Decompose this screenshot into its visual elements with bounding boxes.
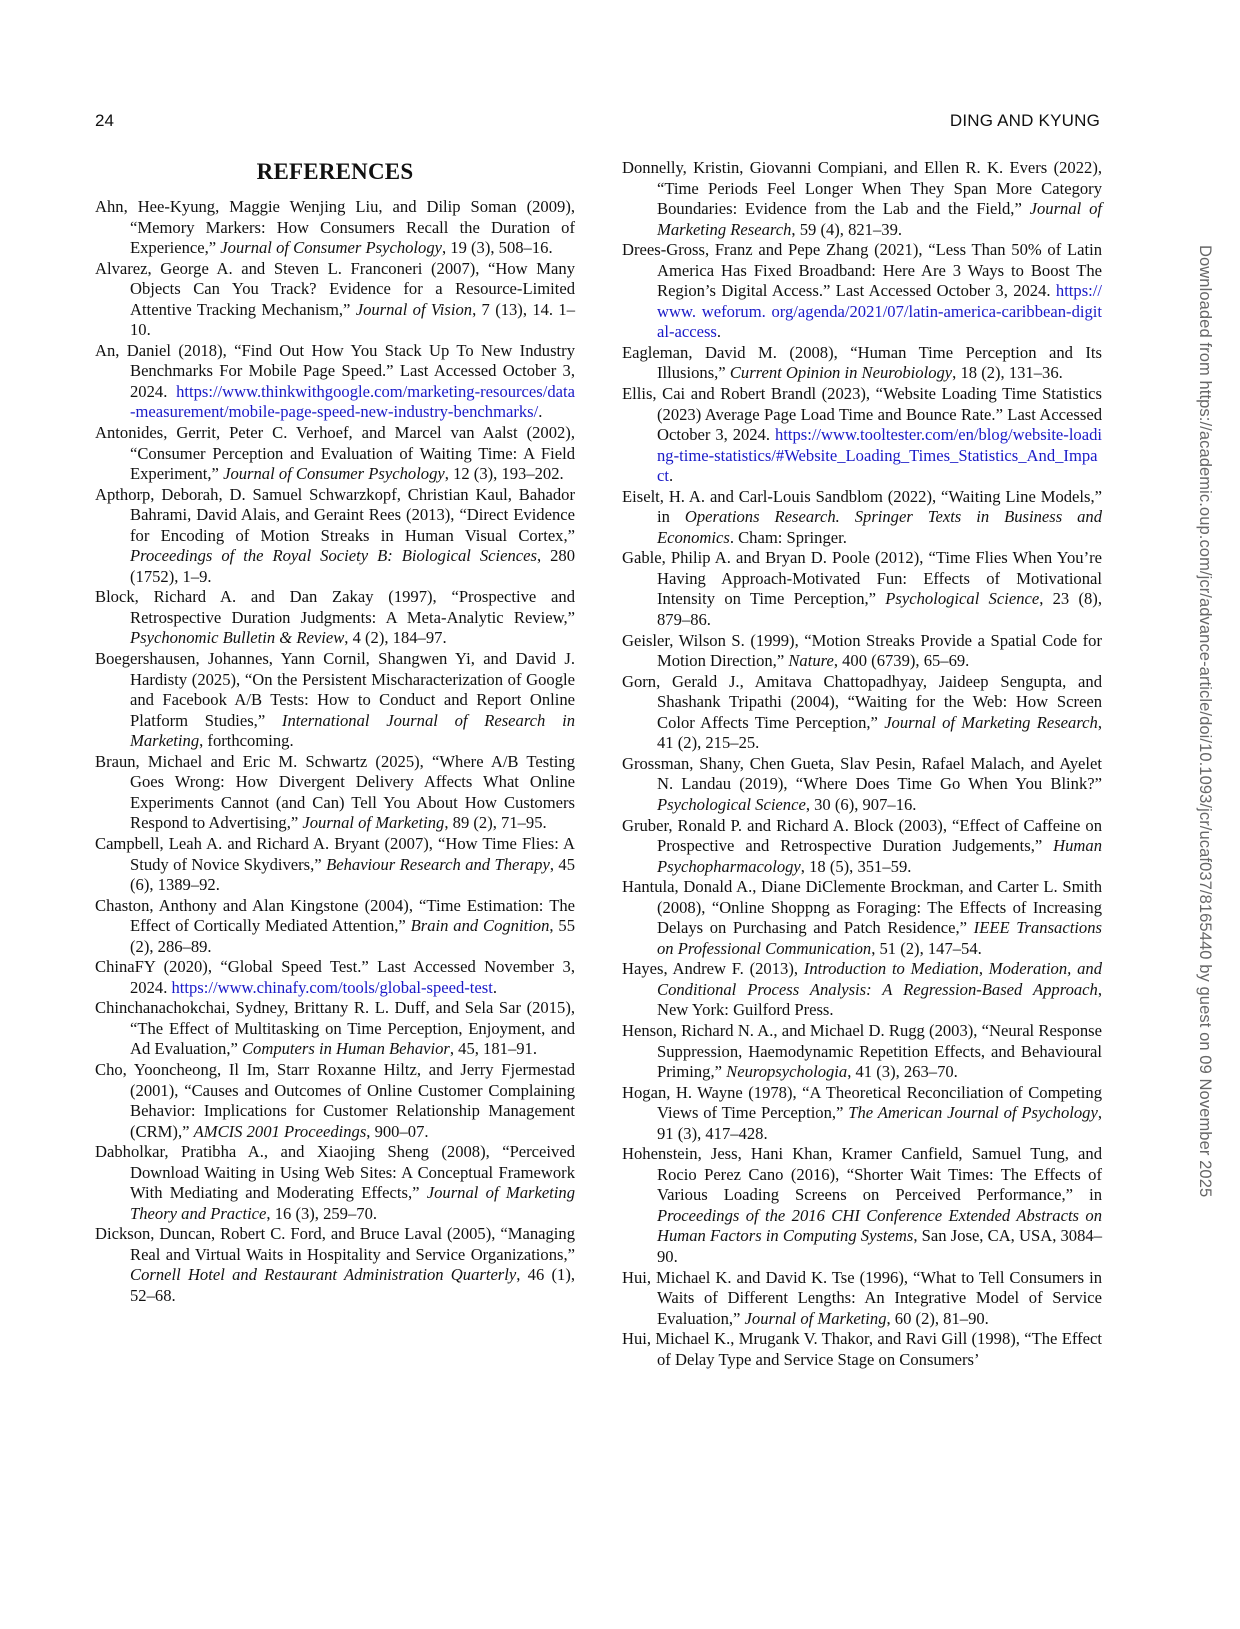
- reference-text: Antonides, Gerrit, Peter C. Verhoef, and Marcel van Aalst (2002), “Consumer Perception and Evaluation of Waiting Time: A Field Experiment,”: [95, 423, 575, 484]
- reference-entry: [622, 672, 1102, 754]
- reference-details: , 46 (1), 52–68.: [130, 1265, 575, 1305]
- reference-text: Hantula, Donald A., Diane DiClemente Brockman, and Carter L. Smith (2008), “Online Shoppng as Foraging: The Effects of Increasing Delays on Purchasing and Patch Residence,”: [622, 877, 1102, 938]
- reference-details: . Cham: Springer.: [729, 527, 847, 547]
- references-left-column: [95, 160, 575, 1307]
- reference-entry: [95, 834, 575, 896]
- reference-entry: [95, 587, 575, 649]
- reference-details: , 41 (3), 263–70.: [847, 1062, 958, 1082]
- reference-source-title: Brain and Cognition: [410, 916, 550, 936]
- reference-source-title: Psychonomic Bulletin & Review: [130, 628, 345, 648]
- reference-text: Hayes, Andrew F. (2013),: [622, 959, 804, 979]
- reference-details: , 280 (1752), 1–9.: [130, 546, 575, 586]
- reference-details: , 89 (2), 71–95.: [444, 813, 547, 833]
- page-number: 24: [95, 111, 114, 130]
- reference-list-left: [95, 197, 575, 1307]
- reference-entry: [95, 1060, 575, 1142]
- reference-entry: [622, 240, 1102, 343]
- reference-entry: [95, 341, 575, 423]
- reference-text: Dickson, Duncan, Robert C. Ford, and Bruce Laval (2005), “Managing Real and Virtual Waits in Hospitality and Service Organizations,”: [95, 1224, 575, 1264]
- reference-url-link[interactable]: https://www. weforum. org/agenda/2021/07/latin-america-caribbean-digital-access: [657, 281, 1102, 342]
- reference-details: , New York: Guilford Press.: [657, 979, 1102, 1020]
- reference-source-title: International Journal of Research in Marketing: [130, 710, 575, 751]
- reference-source-title: Nature: [788, 651, 834, 671]
- reference-entry: [95, 752, 575, 834]
- reference-entry: [622, 548, 1102, 630]
- reference-text: An, Daniel (2018), “Find Out How You Stack Up To New Industry Benchmarks For Mobile Page Speed.” Last Accessed October 3, 2024.: [95, 340, 575, 401]
- reference-entry: [95, 197, 575, 259]
- reference-details: .: [538, 402, 543, 422]
- reference-source-title: Journal of Marketing Research: [884, 712, 1098, 732]
- reference-text: Grossman, Shany, Chen Gueta, Slav Pesin, Rafael Malach, and Ayelet N. Landau (2019), “Where Does Time Go When You Blink?”: [622, 753, 1102, 794]
- reference-details: , 400 (6739), 65–69.: [833, 651, 970, 671]
- reference-source-title: IEEE Transactions on Professional Communication: [657, 918, 1102, 958]
- reference-details: , 91 (3), 417–428.: [657, 1103, 1102, 1143]
- reference-details: , 41 (2), 215–25.: [657, 712, 1102, 753]
- reference-text: Eiselt, H. A. and Carl-Louis Sandblom (2022), “Waiting Line Models,” in: [622, 486, 1102, 527]
- reference-details: , 60 (2), 81–90.: [886, 1308, 989, 1328]
- reference-text: Cho, Yooncheong, Il Im, Starr Roxanne Hiltz, and Jerry Fjermestad (2001), “Causes and Outcomes of Online Customer Complaining Behavior: Implications for Customer Relationship Management (CRM),”: [95, 1059, 575, 1141]
- reference-source-title: Operations Research. Springer Texts in Business and Economics: [657, 507, 1103, 547]
- reference-text: Henson, Richard N. A., and Michael D. Rugg (2003), “Neural Response Suppression, Haemodynamic Repetition Effects, and Behavioural Priming,”: [622, 1020, 1102, 1082]
- reference-source-title: Psychological Science: [657, 794, 806, 814]
- reference-source-title: AMCIS 2001 Proceedings: [193, 1121, 367, 1141]
- reference-details: .: [716, 322, 722, 342]
- reference-details: , 19 (3), 508–16.: [441, 238, 553, 258]
- reference-source-title: Cornell Hotel and Restaurant Administration Quarterly: [130, 1265, 517, 1285]
- reference-source-title: Journal of Marketing Research: [657, 199, 1102, 239]
- reference-entry: [95, 998, 575, 1060]
- reference-entry: [622, 959, 1102, 1021]
- reference-source-title: Journal of Marketing Theory and Practice: [130, 1183, 575, 1223]
- reference-entry: [95, 896, 575, 958]
- reference-url-link[interactable]: https://www.tooltester.com/en/blog/website-loading-time-statistics/#Website_Loading_Times_Statistics_And_Impact: [657, 425, 1102, 486]
- reference-text: Eagleman, David M. (2008), “Human Time Perception and Its Illusions,”: [622, 342, 1102, 383]
- reference-details: , 18 (5), 351–59.: [800, 856, 912, 876]
- reference-entry: [622, 877, 1102, 959]
- reference-source-title: Journal of Consumer Psychology: [220, 238, 442, 258]
- download-watermark: Downloaded from https://academic.oup.com/jcr/advance-article/doi/10.1093/jcr/ucaf037/8165440 by guest on 09 November 2025: [1196, 245, 1214, 1198]
- reference-text: Gruber, Ronald P. and Richard A. Block (2003), “Effect of Caffeine on Prospective and Retrospective Duration Judgements,”: [622, 815, 1102, 856]
- reference-details: , 900–07.: [366, 1121, 429, 1141]
- reference-url-link[interactable]: https://www.chinafy.com/tools/global-speed-test: [171, 977, 493, 997]
- reference-source-title: Journal of Marketing: [744, 1308, 887, 1328]
- reference-source-title: Neuropsychologia: [726, 1062, 848, 1082]
- reference-details: , 16 (3), 259–70.: [266, 1203, 378, 1223]
- reference-details: , 4 (2), 184–97.: [344, 628, 447, 648]
- reference-entry: [622, 1021, 1102, 1083]
- reference-entry: [622, 754, 1102, 816]
- reference-details: , 7 (13), 14. 1–10.: [130, 299, 575, 340]
- reference-source-title: Journal of Marketing: [302, 813, 445, 833]
- reference-entry: [95, 259, 575, 341]
- reference-details: , forthcoming.: [199, 731, 294, 751]
- reference-details: , 30 (6), 907–16.: [805, 794, 917, 814]
- reference-entry: [95, 957, 575, 998]
- reference-entry: [622, 1268, 1102, 1330]
- reference-entry: [622, 158, 1102, 240]
- reference-source-title: Journal of Vision: [355, 299, 473, 319]
- references-right-column: [622, 158, 1102, 1370]
- reference-entry: [95, 1224, 575, 1306]
- reference-details: , 23 (8), 879–86.: [657, 589, 1102, 630]
- reference-text: Dabholkar, Pratibha A., and Xiaojing Sheng (2008), “Perceived Download Waiting in Using Web Sites: A Conceptual Framework With Mediating and Moderating Effects,”: [95, 1142, 575, 1203]
- reference-text: Campbell, Leah A. and Richard A. Bryant (2007), “How Time Flies: A Study of Novice Skydivers,”: [95, 833, 575, 874]
- reference-entry: [622, 487, 1102, 549]
- reference-text: Block, Richard A. and Dan Zakay (1997), “Prospective and Retrospective Duration Judgments: A Meta-Analytic Review,”: [95, 587, 575, 627]
- reference-text: Apthorp, Deborah, D. Samuel Schwarzkopf, Christian Kaul, Bahador Bahrami, David Alais, and Geraint Rees (2013), “Direct Evidence for Encoding of Motion Streaks in Human Visual Cortex,”: [95, 484, 575, 545]
- reference-text: Hui, Michael K., Mrugank V. Thakor, and Ravi Gill (1998), “The Effect of Delay Type and Service Stage on Consumers’: [622, 1329, 1102, 1369]
- reference-source-title: Proceedings of the 2016 CHI Conference Extended Abstracts on Human Factors in Computing Systems: [657, 1205, 1102, 1246]
- reference-entry: [622, 384, 1102, 487]
- reference-source-title: Proceedings of the Royal Society B: Biological Sciences: [130, 546, 537, 566]
- reference-text: Geisler, Wilson S. (1999), “Motion Streaks Provide a Spatial Code for Motion Direction,”: [622, 630, 1102, 671]
- reference-text: Hohenstein, Jess, Hani Khan, Kramer Canfield, Samuel Tung, and Rocio Perez Cano (2016), “Shorter Wait Times: The Effects of Various Loading Screens on Perceived Performance,” in: [622, 1144, 1102, 1205]
- reference-details: .: [492, 977, 498, 997]
- reference-text: Gorn, Gerald J., Amitava Chattopadhyay, Jaideep Sengupta, and Shashank Tripathi (2004), “Waiting for the Web: How Screen Color Affects Time Perception,”: [622, 671, 1102, 732]
- reference-entry: [95, 423, 575, 485]
- reference-details: , 45 (6), 1389–92.: [130, 854, 576, 895]
- reference-entry: [622, 343, 1102, 384]
- reference-text: Braun, Michael and Eric M. Schwartz (2025), “Where A/B Testing Goes Wrong: How Divergent Delivery Affects What Online Experiments Cannot (and Can) Tell You About How Customers Respond to Advertising,”: [95, 751, 575, 833]
- reference-text: Ahn, Hee-Kyung, Maggie Wenjing Liu, and Dilip Soman (2009), “Memory Markers: How Consumers Recall the Duration of Experience,”: [95, 197, 575, 258]
- reference-url-link[interactable]: https://www.thinkwithgoogle.com/marketing-resources/data-measurement/mobile-page-speed-new-industry-benchmarks/: [130, 381, 575, 422]
- reference-text: Chaston, Anthony and Alan Kingstone (2004), “Time Estimation: The Effect of Cortically Mediated Attention,”: [95, 895, 575, 936]
- reference-text: Chinchanachokchai, Sydney, Brittany R. L. Duff, and Sela Sar (2015), “The Effect of Multitasking on Time Perception, Enjoyment, and Ad Evaluation,”: [95, 998, 575, 1059]
- reference-entry: [95, 1142, 575, 1224]
- reference-source-title: Introduction to Mediation, Moderation, and Conditional Process Analysis: A Regression-Based Approach: [657, 959, 1102, 999]
- reference-text: Hogan, H. Wayne (1978), “A Theoretical Reconciliation of Competing Views of Time Perception,”: [622, 1082, 1102, 1123]
- reference-entry: [622, 1083, 1102, 1145]
- reference-details: , 51 (2), 147–54.: [871, 938, 982, 958]
- reference-entry: [622, 1329, 1102, 1370]
- reference-source-title: The American Journal of Psychology: [848, 1103, 1098, 1123]
- reference-text: Boegershausen, Johannes, Yann Cornil, Shangwen Yi, and David J. Hardisty (2025), “On the Persistent Mischaracterization of Google and Facebook A/B Tests: How to Conduct and Report Online Platform Studies,”: [95, 649, 575, 730]
- reference-details: , 45, 181–91.: [449, 1039, 537, 1059]
- reference-text: Gable, Philip A. and Bryan D. Poole (2012), “Time Flies When You’re Having Approach-Motivated Fun: Effects of Motivational Intensity on Time Perception,”: [622, 548, 1102, 609]
- reference-source-title: Human Psychopharmacology: [657, 836, 1102, 876]
- reference-text: Hui, Michael K. and David K. Tse (1996), “What to Tell Consumers in Waits of Different Lengths: An Integrative Model of Service Evaluation,”: [622, 1267, 1102, 1328]
- reference-entry: [622, 631, 1102, 672]
- reference-entry: [622, 816, 1102, 878]
- reference-source-title: Current Opinion in Neurobiology: [729, 363, 953, 383]
- section-title: REFERENCES: [256, 159, 414, 184]
- reference-entry: [95, 485, 575, 588]
- reference-details: .: [668, 466, 674, 486]
- reference-source-title: Psychological Science: [885, 589, 1040, 609]
- reference-text: ChinaFY (2020), “Global Speed Test.” Last Accessed November 3, 2024.: [95, 957, 575, 997]
- reference-text: Alvarez, George A. and Steven L. Franconeri (2007), “How Many Objects Can You Track? Evidence for a Resource-Limited Attentive Tracking Mechanism,”: [95, 258, 575, 319]
- reference-source-title: Computers in Human Behavior: [241, 1039, 450, 1059]
- reference-text: Ellis, Cai and Robert Brandl (2023), “Website Loading Time Statistics (2023) Average Page Load Time and Bounce Rate.” Last Accessed October 3, 2024.: [622, 384, 1102, 445]
- reference-details: , 12 (3), 193–202.: [444, 464, 564, 484]
- running-head: DING AND KYUNG: [949, 111, 1100, 130]
- reference-entry: [622, 1144, 1102, 1267]
- reference-text: Donnelly, Kristin, Giovanni Compiani, and Ellen R. K. Evers (2022), “Time Periods Feel Longer When They Span More Category Boundaries: Evidence from the Lab and the Field,”: [622, 158, 1102, 219]
- reference-details: , 55 (2), 286–89.: [130, 916, 575, 956]
- reference-entry: [95, 649, 575, 752]
- reference-details: , 59 (4), 821–39.: [791, 219, 903, 239]
- reference-source-title: Journal of Consumer Psychology: [223, 464, 445, 484]
- reference-source-title: Behaviour Research and Therapy: [326, 854, 550, 874]
- reference-text: Drees-Gross, Franz and Pepe Zhang (2021), “Less Than 50% of Latin America Has Fixed Broadband: Here Are 3 Ways to Boost The Region’s Digital Access.” Last Accessed October 3, 2024.: [622, 240, 1102, 301]
- reference-list-right: [622, 158, 1102, 1370]
- reference-details: , 18 (2), 131–36.: [952, 363, 1063, 383]
- reference-details: , San Jose, CA, USA, 3084–90.: [657, 1226, 1102, 1266]
